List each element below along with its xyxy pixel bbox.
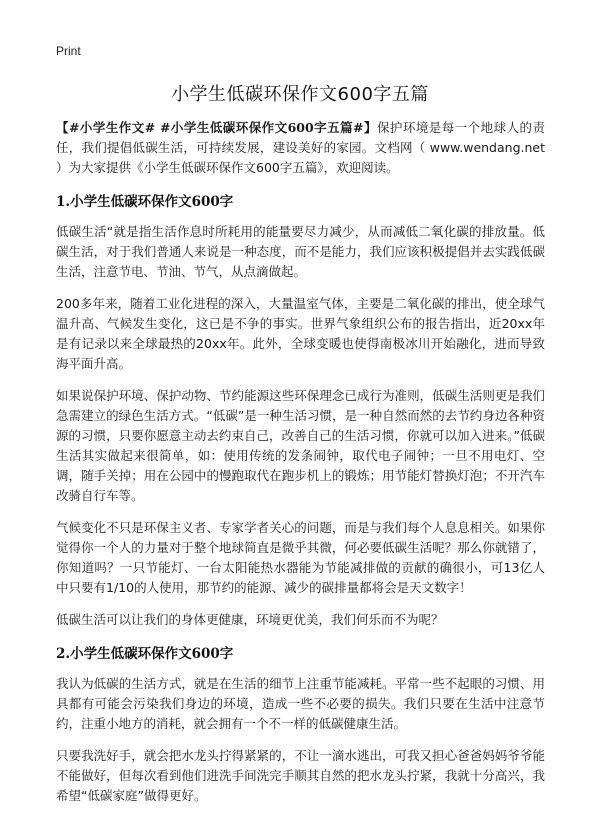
intro-paragraph bbox=[56, 118, 545, 178]
section-1-paragraph: 低碳生活“就是指生活作息时所耗用的能量要尽力减少，从而减低二氧化碳的排放量。低碳生活，对于我们普通人来说是一种态度，而不是能力，我们应该积极提倡并去实践低碳生活，注意节电、节油、节气，从点滴做起。 bbox=[56, 224, 545, 279]
section-2-heading: 2.小学生低碳环保作文600字 bbox=[56, 646, 234, 662]
article-body bbox=[56, 118, 545, 818]
section-1-paragraph: 气候变化不只是环保主义者、专家学者关心的问题，而是与我们每个人息息相关。如果你觉得你一个人的力量对于整个地球简直是微乎其微，何必要低碳生活呢？那么你就错了，你知道吗？一只节能灯、一台太阳能热水器能为节能减排做的贡献的确很小，可13亿人中只要有1/10的人使用，那节约的能源、减少的碳排量都将会是天文数字！ bbox=[56, 520, 545, 595]
section-1-paragraph: 200多年来，随着工业化进程的深入，大量温室气体，主要是二氧化碳的排出，使全球气温升高、气候发生变化，这已是不争的事实。世界气象组织公布的报告指出，近20xx年是有记录以来全球最热的20xx年。此外，全球变暖也使得南极冰川开始融化，进而导致海平面升高。 bbox=[56, 296, 545, 371]
section-2-paragraph: 只要我洗好手，就会把水龙头拧得紧紧的，不让一滴水逃出，可我又担心爸爸妈妈爷爷能不能做好，但每次看到他们进洗手间洗完手顺其自然的把水龙头拧紧，我就十分高兴，我希望“低碳家庭”做得更好。 bbox=[56, 748, 545, 803]
section-2-paragraph: 我认为低碳的生活方式，就是在生活的细节上注重节能减耗。平常一些不起眼的习惯、用具都有可能会污染我们身边的环境，造成一些不必要的损失。我们只要在生活中注意节约，注重小地方的消耗，就会拥有一个不一样的低碳健康生活。 bbox=[56, 676, 545, 731]
print-label[interactable]: Print bbox=[56, 44, 81, 58]
page-title: 小学生低碳环保作文600字五篇 bbox=[171, 84, 429, 105]
intro-text: 保护环境是每一个地球人的责任，我们提倡低碳生活，可持续发展，建设美好的家园。文档网（ www.wendang.net ）为大家提供《小学生低碳环保作文600字五篇》，欢迎阅读。 bbox=[56, 120, 545, 175]
intro-tags: 【#小学生作文# #小学生低碳环保作文600字五篇#】 bbox=[56, 120, 377, 135]
section-1-paragraph: 如果说保护环境、保护动物、节约能源这些环保理念已成行为准则，低碳生活则更是我们急需建立的绿色生活方式。“低碳”是一种生活习惯，是一种自然而然的去节约身边各种资源的习惯，只要你愿意主动去约束自己，改善自己的生活习惯，你就可以加入进来。”低碳生活其实做起来很简单，如：使用传统的发条闹钟，取代电子闹钟；一旦不用电灯、空调，随手关掉；用在公园中的慢跑取代在跑步机上的锻炼；用节能灯替换灯泡；不开汽车改骑自行车等。 bbox=[56, 388, 545, 503]
section-1-paragraph: 低碳生活可以让我们的身体更健康，环境更优美，我们何乐而不为呢？ bbox=[56, 612, 444, 627]
section-1-heading: 1.小学生低碳环保作文600字 bbox=[56, 194, 234, 210]
